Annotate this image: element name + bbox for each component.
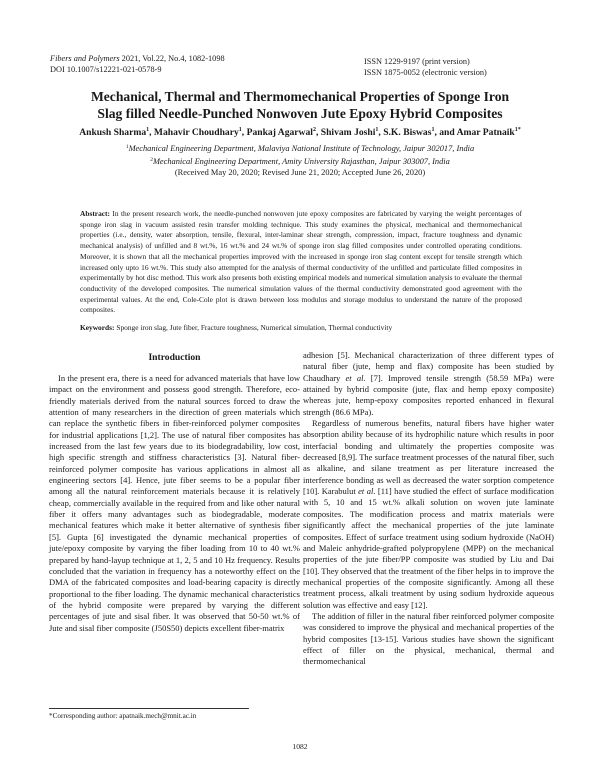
keywords-label: Keywords: [80,323,115,332]
author: and Amar Patnaik$^{1*}$ [439,127,521,138]
paragraph: adhesion [5]. Mechanical characterization of three different types of natural fiber (jute, hemp and flax) composite has been studied by Chaudhary et al. [7]. Improved tensile strength (58.59 MPa) were attained by hybrid composite (jute, flax and hemp epoxy composite) whereas jute, hemp-epoxy composites reported enhanced in flexural strength (86.6 MPa). [303,350,555,417]
issn-print: ISSN 1229-9197 (print version) [364,57,470,66]
paper-title: Mechanical, Thermal and Thermomechanical Properties of Sponge Iron Slag filled Needle-Punched Nonwoven Jute Epoxy Hybrid Composites [90,89,510,121]
affiliations [40,142,560,178]
footnote-divider [49,708,249,709]
doi: DOI 10.1007/s12221-021-0578-9 [50,65,162,74]
author: Shivam Joshi$^1$, [320,127,384,138]
paragraph: Regardless of numerous benefits, natural fibers have higher water absorption ability because of its hydrophilic nature which results in poor interfacial bonding and ultimately the properties composite was decreased [8,9]. The surface treatment processes of the natural fiber, such as alkaline, and silane treatment as per literature increased the interference bonding as well as decreased the water sorption competence [10]. Karabulut et al. [11] have studied the effect of surface modification with 5, 10 and 15 wt.% alkali solution on woven jute laminate composites. The modification process and matrix materials were significantly affect the mechanical properties of the jute laminate composites. Effect of surface treatment using sodium hydroxide (NaOH) and Maleic anhydride-grafted polypropylene (MPP) on the mechanical properties of the jute fiber/PP composite was studied by Liu and Dai [10]. They observed that the treatment of the fiber helps in to improve the mechanical properties of the composite significantly. Among all these treatment process, alkali treatment by using sodium hydroxide aqueous solution was effective and easy [12]. [303,418,554,610]
issn-electronic: ISSN 1875-0052 (electronic version) [364,68,487,77]
affiliation-2: $^2$Mechanical Engineering Department, Amity University Rajasthan, Jaipur 303007, India [150,156,450,166]
left-column [49,347,300,634]
abstract-text: In the present research work, the needle-punched nonwoven jute epoxy composites are fabricated by varying the weight percentages of sponge iron slag in vacuum assisted resin transfer molding technique. This study examines the physical, mechanical and thermomechanical properties (i.e., density, water absorption, tensile, flexural, inter-laminar shear strength, compression, impact, fracture toughness and dynamic mechanical analysis) of unfilled and 8 wt.%, 16 wt.% and 24 wt.% of sponge iron slag filled composites under controlled operating conditions. Moreover, it is shown that all the mechanical properties improved with the increased in sponge iron slag content except for tensile strength which increased only upto 16 wt.%. This study also attempted for the analysis of thermal conductivity of the unfilled and particulate filled composites in experimentally by hot disc method. This work also presents both existing empirical models and numerical simulation analysis to evaluate the thermal conductivity of the developed composites. The numerical simulation values of the thermal conductivity demonstrated good agreement with the experimental values. At the end, Cole-Cole plot is drawn between loss modulus and storage modulus to understand the nature of the proposed composites. [80,209,522,315]
author: Mahavir Choudhary$^1$, [153,127,247,138]
author: Ankush Sharma$^1$, [79,127,154,138]
author: Pankaj Agarwal$^2$, [246,127,321,138]
paragraph: In the present era, there is a need for advanced materials that have low impact on the environment and possess good strength. Therefore, eco-friendly materials derived from the natural sources forced to draw the attention of many researchers in the direction of green materials which can replace the synthetic fibers in fiber-reinforced polymer composites for industrial applications [1,2]. The use of natural fiber composites has increased from the last few years due to its biodegradability, low cost, high specific strength and stiffness characteristics [3]. Natural fiber-reinforced polymer composite has various applications in almost all engineering sectors [4]. Hence, jute fiber seems to be a popular fiber among all the natural reinforcement materials because it is relatively cheap, commercially available in the required from and like other natural fiber it offers many advantages such as biodegradable, moderate mechanical features which make it better alternative of synthesis fiber [5]. Gupta [6] investigated the dynamic mechanical properties of jute/epoxy composite by varying the fiber loading from 10 to 40 wt.% prepared by hand-layup technique at 1, 2, 5 and 10 Hz frequency. Results concluded that the variation in frequency has a noteworthy effect on the DMA of the fabricated composites and load-bearing capacity is directly proportional to the fiber loading. The dynamic mechanical characteristics of the hybrid composite were prepared by varying the different percentages of jute and sisal fiber. It was observed that 50-50 wt.% of Jute and sisal fiber composite (J50S50) depicts excellent fiber-matrix [49,373,300,633]
page-number: 1082 [292,742,308,751]
corresponding-author-footnote: *Corresponding author: apatnaik.mech@mnit.ac.in [49,712,197,720]
issn-block [364,56,487,78]
abstract [80,209,522,316]
keywords-text: Sponge iron slag, Jute fiber, Fracture toughness, Numerical simulation, Thermal conductivity [114,323,393,332]
keywords [80,323,522,333]
right-column [303,350,554,668]
paragraph: The addition of filler in the natural fiber reinforced polymer composite was considered to improve the physical and mechanical properties of the hybrid composites [13-15]. Various studies have shown the significant effect of filler on the physical, mechanical, thermal and thermomechanical [303,610,554,667]
author: S.K. Biswas$^1$, [383,127,440,138]
journal-name: Fibers and Polymers [50,54,120,63]
journal-citation: Fibers and Polymers 2021, Vol.22, No.4, 1082-1098 [50,54,225,63]
received-dates: (Received May 20, 2020; Revised June 21, 2020; Accepted June 26, 2020) [174,167,426,177]
affiliation-1: $^1$Mechanical Engineering Department, Malaviya National Institute of Technology, Jaipur 302017, India [125,144,475,153]
abstract-label: Abstract: [80,209,110,218]
journal-header [50,53,225,75]
author-list [20,124,580,139]
section-heading-introduction: Introduction [148,352,201,363]
